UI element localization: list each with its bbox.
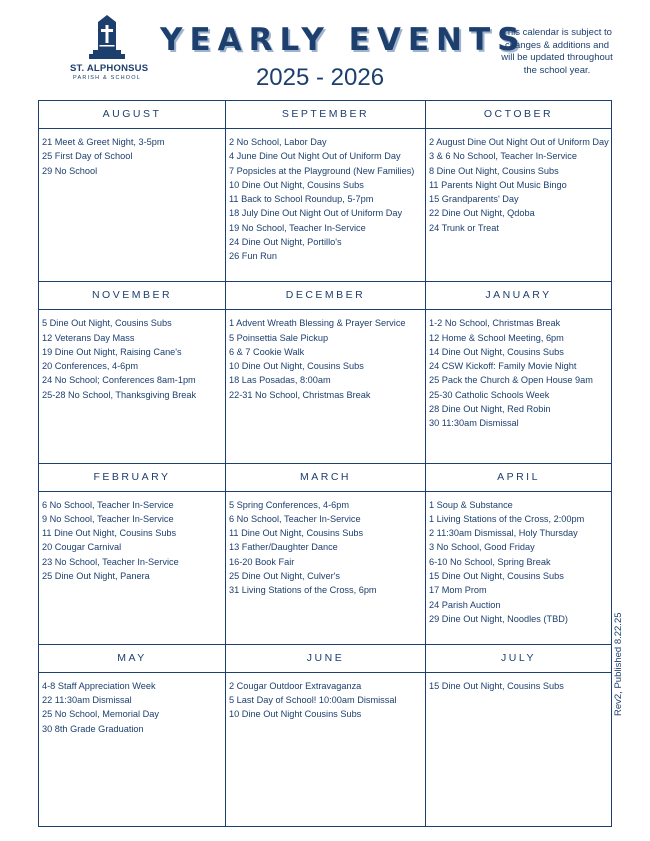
- event-item: 7 Popsicles at the Playground (New Families): [229, 165, 415, 176]
- month-cell-june: [226, 645, 426, 826]
- events-calendar-grid: [38, 100, 612, 827]
- event-list: [426, 673, 611, 693]
- event-list: [39, 129, 225, 178]
- event-item: 13 Father/Daughter Dance: [229, 542, 338, 553]
- month-cell-november: [39, 282, 226, 463]
- event-item: 25-30 Catholic Schools Week: [429, 389, 550, 400]
- month-header: JULY: [426, 645, 611, 673]
- event-item: 25 No School, Memorial Day: [42, 709, 159, 720]
- event-list: [39, 673, 225, 736]
- month-header: JANUARY: [426, 282, 611, 310]
- event-item: 25 Pack the Church & Open House 9am: [429, 375, 593, 386]
- event-item: 28 Dine Out Night, Red Robin: [429, 404, 551, 415]
- event-item: 11 Dine Out Night, Cousins Subs: [42, 528, 177, 539]
- event-item: 22 11:30am Dismissal: [42, 695, 132, 706]
- event-item: 20 Cougar Carnival: [42, 542, 122, 553]
- event-item: 15 Dine Out Night, Cousins Subs: [429, 680, 564, 691]
- month-header: MARCH: [226, 464, 425, 492]
- event-item: 6 & 7 Cookie Walk: [229, 346, 305, 357]
- event-item: 25 Dine Out Night, Culver's: [229, 570, 341, 581]
- month-cell-july: [426, 645, 611, 826]
- school-name: ST. ALPHONSUS: [70, 63, 149, 74]
- event-item: 2 11:30am Dismissal, Holy Thursday: [429, 528, 578, 539]
- school-subtitle: PARISH & SCHOOL: [72, 75, 142, 81]
- event-list: [426, 492, 611, 627]
- event-item: 31 Living Stations of the Cross, 6pm: [229, 585, 377, 596]
- event-item: 5 Spring Conferences, 4-6pm: [229, 499, 350, 510]
- event-item: 24 CSW Kickoff: Family Movie Night: [429, 361, 577, 372]
- event-item: 24 Parish Auction: [429, 599, 501, 610]
- calendar-notice: This calendar is subject to changes & additions and will be updated throughout the school year.: [501, 27, 613, 76]
- month-header: DECEMBER: [226, 282, 425, 310]
- event-list: [226, 129, 425, 264]
- event-item: 12 Veterans Day Mass: [42, 332, 135, 343]
- event-item: 22-31 No School, Christmas Break: [229, 389, 371, 400]
- event-item: 21 Meet & Greet Night, 3-5pm: [42, 137, 165, 147]
- event-item: 10 Dine Out Night, Cousins Subs: [229, 361, 364, 372]
- event-list: [39, 310, 225, 402]
- event-item: 3 No School, Good Friday: [429, 542, 535, 553]
- month-cell-april: [426, 464, 611, 645]
- event-item: 26 Fun Run: [229, 251, 278, 262]
- month-header: FEBRUARY: [39, 464, 225, 492]
- event-item: 11 Back to School Roundup, 5-7pm: [229, 194, 374, 205]
- event-item: 18 July Dine Out Night Out of Uniform Day: [229, 208, 403, 219]
- event-item: 11 Parents Night Out Music Bingo: [429, 179, 567, 190]
- event-item: 4 June Dine Out Night Out of Uniform Day: [229, 151, 401, 162]
- school-year: 2025 - 2026: [255, 64, 385, 91]
- event-item: 22 Dine Out Night, Qdoba: [429, 208, 535, 219]
- church-icon: [87, 14, 127, 60]
- event-item: 30 8th Grade Graduation: [42, 723, 144, 734]
- month-cell-may: [39, 645, 226, 826]
- month-header: NOVEMBER: [39, 282, 225, 310]
- month-header: APRIL: [426, 464, 611, 492]
- month-cell-september: [226, 101, 426, 282]
- month-cell-february: [39, 464, 226, 645]
- event-item: 12 Home & School Meeting, 6pm: [429, 332, 564, 343]
- event-item: 1 Advent Wreath Blessing & Prayer Service: [229, 318, 406, 329]
- event-list: [226, 492, 425, 598]
- month-header: JUNE: [226, 645, 425, 673]
- event-item: 14 Dine Out Night, Cousins Subs: [429, 346, 564, 357]
- event-list: [426, 129, 611, 235]
- month-header: OCTOBER: [426, 101, 611, 129]
- event-item: 1-2 No School, Christmas Break: [429, 318, 561, 329]
- event-item: 29 No School: [42, 165, 98, 176]
- event-item: 10 Dine Out Night Cousins Subs: [229, 709, 362, 720]
- month-cell-august: [39, 101, 226, 282]
- month-cell-december: [226, 282, 426, 463]
- event-item: 24 Dine Out Night, Portillo's: [229, 237, 342, 248]
- event-item: 2 No School, Labor Day: [229, 137, 327, 147]
- month-header: MAY: [39, 645, 225, 673]
- event-item: 3 & 6 No School, Teacher In-Service: [429, 151, 577, 162]
- school-logo: [70, 14, 149, 81]
- event-item: 29 Dine Out Night, Noodles (TBD): [429, 613, 568, 624]
- event-item: 11 Dine Out Night, Cousins Subs: [229, 528, 364, 539]
- event-item: 19 No School, Teacher In-Service: [229, 222, 366, 233]
- event-item: 15 Dine Out Night, Cousins Subs: [429, 570, 564, 581]
- event-item: 9 No School, Teacher In-Service: [42, 513, 174, 524]
- event-item: 15 Grandparents' Day: [429, 194, 519, 205]
- event-item: 1 Living Stations of the Cross, 2:00pm: [429, 513, 585, 524]
- event-item: 25-28 No School, Thanksgiving Break: [42, 389, 197, 400]
- event-item: 6-10 No School, Spring Break: [429, 556, 551, 567]
- month-cell-october: [426, 101, 611, 282]
- event-list: [226, 310, 425, 402]
- event-list: [39, 492, 225, 584]
- event-item: 10 Dine Out Night, Cousins Subs: [229, 179, 364, 190]
- revision-note: Rev2, Published 8.22.25: [613, 612, 624, 716]
- event-item: 18 Las Posadas, 8:00am: [229, 375, 331, 386]
- event-item: 24 No School; Conferences 8am-1pm: [42, 375, 196, 386]
- event-item: 1 Soup & Substance: [429, 499, 513, 510]
- event-item: 25 Dine Out Night, Panera: [42, 570, 150, 581]
- event-item: 5 Last Day of School! 10:00am Dismissal: [229, 695, 397, 706]
- month-header: SEPTEMBER: [226, 101, 425, 129]
- event-item: 2 August Dine Out Night Out of Uniform Day: [429, 137, 609, 147]
- event-item: 23 No School, Teacher In-Service: [42, 556, 179, 567]
- event-item: 16-20 Book Fair: [229, 556, 295, 567]
- event-item: 24 Trunk or Treat: [429, 222, 499, 233]
- event-item: 25 First Day of School: [42, 151, 133, 162]
- event-item: 20 Conferences, 4-6pm: [42, 361, 139, 372]
- event-item: 19 Dine Out Night, Raising Cane's: [42, 346, 182, 357]
- event-item: 5 Poinsettia Sale Pickup: [229, 332, 329, 343]
- event-list: [226, 673, 425, 722]
- event-item: 4-8 Staff Appreciation Week: [42, 680, 156, 691]
- event-item: 5 Dine Out Night, Cousins Subs: [42, 318, 172, 329]
- month-header: AUGUST: [39, 101, 225, 129]
- event-item: 2 Cougar Outdoor Extravaganza: [229, 680, 362, 691]
- event-item: 6 No School, Teacher In-Service: [229, 513, 361, 524]
- event-list: [426, 310, 611, 430]
- event-item: 8 Dine Out Night, Cousins Subs: [429, 165, 559, 176]
- event-item: 30 11:30am Dismissal: [429, 418, 519, 429]
- event-item: 6 No School, Teacher In-Service: [42, 499, 174, 510]
- page-title: YEARLY EVENTS: [160, 22, 527, 58]
- event-item: 17 Mom Prom: [429, 585, 487, 596]
- month-cell-january: [426, 282, 611, 463]
- month-cell-march: [226, 464, 426, 645]
